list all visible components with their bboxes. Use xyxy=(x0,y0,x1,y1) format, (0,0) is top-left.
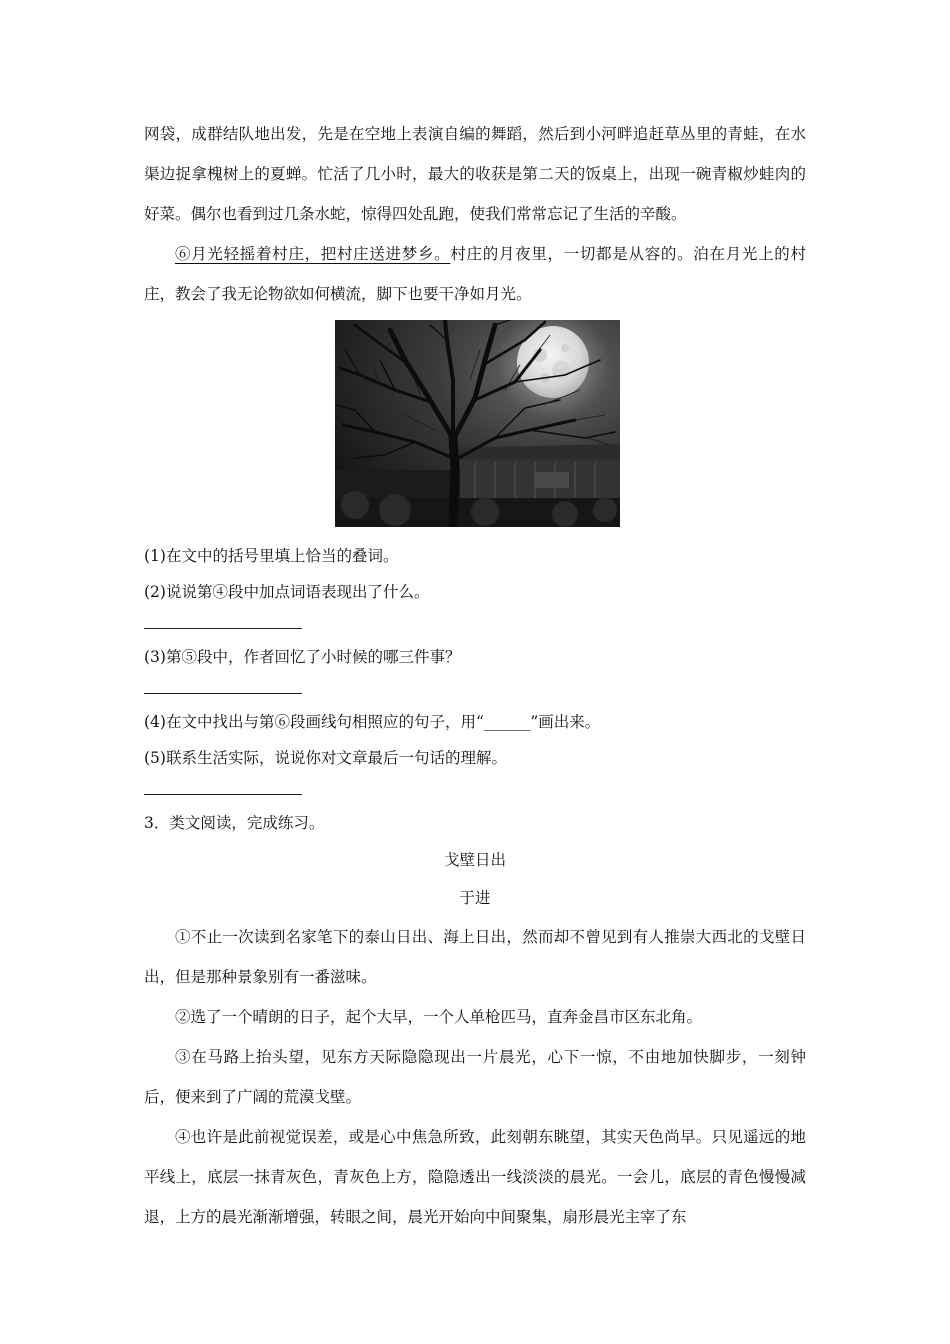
article-paragraph-4: ④也许是此前视觉误差，或是心中焦急所致，此刻朝东眺望，其实天色尚早。只见遥远的地平线上，底层一抹青灰色，青灰色上方，隐隐透出一线淡淡的晨光。一会儿，底层的青色慢慢减退，上方的晨光渐渐增强，转眼之间，晨光开始向中间聚集，扇形晨光主宰了东 xyxy=(144,1128,806,1226)
article-paragraph-3: ③在马路上抬头望，见东方天际隐隐现出一片晨光，心下一惊，不由地加快脚步，一刻钟后，便来到了广阔的荒漠戈壁。 xyxy=(144,1048,806,1106)
article-paragraph-1: ①不止一次读到名家笔下的泰山日出、海上日出，然而却不曾见到有人推崇大西北的戈壁日出，但是那种景象别有一番滋味。 xyxy=(144,928,806,986)
paragraph-6-rest: 村庄的月夜里，一切都是从容的。泊在月光上的村庄，教会了我无论物欲如何横流，脚下也要干净如月光。 xyxy=(144,245,806,303)
section-3-heading: 3．类文阅读，完成练习。 xyxy=(144,814,325,832)
question-2: (2)说说第④段中加点词语表现出了什么。 xyxy=(144,583,430,601)
question-1: (1)在文中的括号里填上恰当的叠词。 xyxy=(144,547,399,565)
underlined-sentence: ⑥月光轻摇着村庄，把村庄送进梦乡。 xyxy=(175,245,451,263)
answer-line-2[interactable] xyxy=(144,610,302,629)
moonlit-tree-photo xyxy=(335,320,620,527)
question-4: (4)在文中找出与第⑥段画线句相照应的句子，用“______”画出来。 xyxy=(144,713,601,731)
document-page xyxy=(144,114,806,1237)
article-author: 于进 xyxy=(459,889,491,907)
question-3: (3)第⑤段中，作者回忆了小时候的哪三件事？ xyxy=(144,648,461,666)
paragraph-5-continued: 网袋，成群结队地出发，先是在空地上表演自编的舞蹈，然后到小河畔追赶草丛里的青蛙，在水渠边捉拿槐树上的夏蝉。忙活了几小时，最大的收获是第二天的饭桌上，出现一碗青椒炒蛙肉的好菜。偶尔也看到过几条水蛇，惊得四处乱跑，使我们常常忘记了生活的辛酸。 xyxy=(144,125,806,223)
question-5: (5)联系生活实际，说说你对文章最后一句话的理解。 xyxy=(144,749,507,767)
article-title: 戈壁日出 xyxy=(443,851,506,869)
figure xyxy=(144,320,806,538)
article-paragraph-2: ②选了一个晴朗的日子，起个大早，一个人单枪匹马，直奔金昌市区东北角。 xyxy=(175,1008,703,1026)
answer-line-3[interactable] xyxy=(144,675,302,694)
answer-line-5[interactable] xyxy=(144,776,302,795)
paragraph-6 xyxy=(144,234,806,314)
